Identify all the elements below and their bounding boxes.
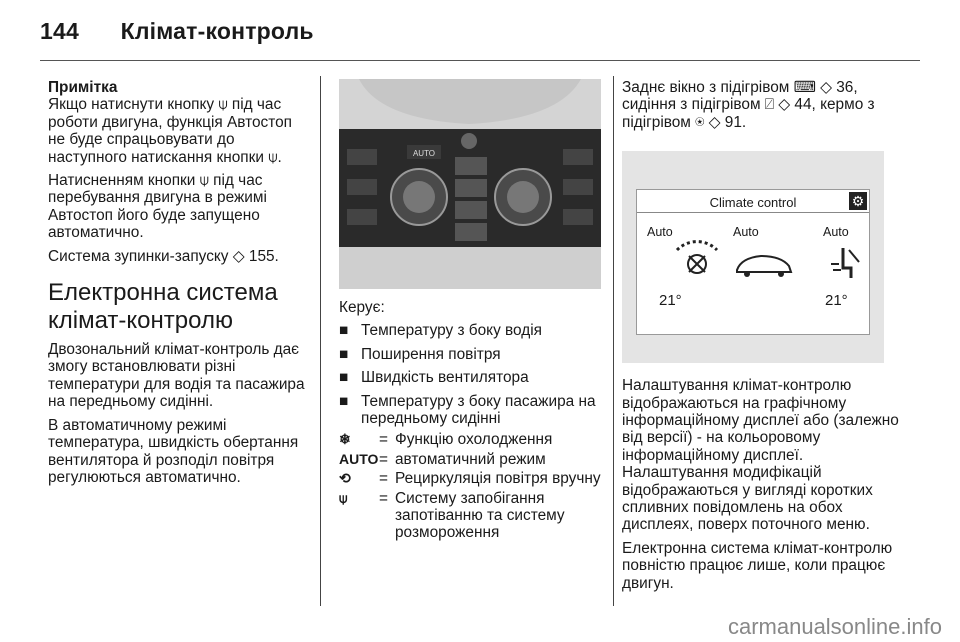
display-paragraph: Налаштування клімат-контролю відображаються на графічному інформаційному дисплеї або (залежно від версії) - на кольоровому інформаційному дисплеї. Налаштування модифікацій відображаються у вигляді коротких спливних повідомлень на обох дисплеях, поверх поточного меню. bbox=[622, 377, 899, 534]
column-middle bbox=[339, 79, 605, 542]
settings-gear-icon: ⚙ bbox=[849, 192, 867, 210]
seat-airflow-icon bbox=[831, 248, 859, 278]
page-title: Клімат-контроль bbox=[120, 18, 314, 44]
intro-paragraph: Двозональний клімат-контроль дає змогу встановлювати різні температури для водія та пасажира на передньому сидінні. bbox=[48, 341, 305, 411]
panel-auto-label: AUTO bbox=[412, 149, 436, 158]
display-label-left: Auto bbox=[647, 225, 673, 240]
list-item: ■ Швидкість вентилятора bbox=[339, 369, 529, 387]
symbol-definitions bbox=[339, 431, 605, 541]
column-divider-1 bbox=[320, 76, 321, 606]
note-title: Примітка bbox=[48, 79, 118, 96]
climate-display-figure bbox=[622, 151, 884, 363]
heated-features-text: Заднє вікно з підігрівом ⌨ ◇ 36, сидіння з підігрівом ⍁ ◇ 44, кермо з підігрівом ⍟ ◇ 91. bbox=[622, 79, 875, 131]
column-divider-2 bbox=[613, 76, 614, 606]
cooling-icon: ❄ bbox=[339, 431, 351, 448]
column-right bbox=[622, 79, 912, 592]
list-item: ■ Температуру з боку пасажира на передньому сидінні bbox=[339, 392, 596, 428]
list-item: ■ Температуру з боку водія bbox=[339, 322, 542, 340]
column-left bbox=[48, 79, 310, 486]
climate-display-screen bbox=[636, 189, 870, 335]
definition-row: ⍦ = Систему запобігання запотіванню та систему розмороження bbox=[339, 489, 565, 542]
note-paragraph-1: Якщо натиснути кнопку ⍦ під час роботи двигуна, функція Автостоп не буде спрацьовувати до наступного натискання кнопки ⍦. bbox=[48, 96, 293, 166]
climate-panel-illustration bbox=[339, 79, 601, 289]
definition-row: ⟲ = Рециркуляція повітря вручну bbox=[339, 470, 601, 488]
controls-intro: Керує: bbox=[339, 299, 385, 316]
header-rule bbox=[40, 60, 920, 61]
definition-row: AUTO = автоматичний режим bbox=[339, 450, 546, 468]
note-box bbox=[48, 79, 310, 242]
display-title: Climate control bbox=[709, 195, 797, 211]
recirculation-icon: ⟲ bbox=[339, 470, 351, 487]
display-label-right: Auto bbox=[823, 225, 849, 240]
page-header bbox=[40, 18, 314, 45]
temp-right: 21° bbox=[825, 292, 848, 310]
climate-panel-photo bbox=[339, 79, 601, 289]
auto-symbol: AUTO bbox=[339, 450, 379, 467]
stop-start-reference: Система зупинки-запуску ◇ 155. bbox=[48, 247, 279, 265]
display-label-mid: Auto bbox=[733, 225, 759, 240]
car-airflow-icon bbox=[737, 256, 791, 277]
engine-paragraph: Електронна система клімат-контролю повністю працює лише, коли працює двигун. bbox=[622, 539, 893, 592]
page-number: 144 bbox=[40, 18, 79, 44]
note-paragraph-2: Натисненням кнопки ⍦ під час перебування двигуна в режимі Автостоп його буде запущено автоматично. bbox=[48, 172, 267, 242]
fan-icon bbox=[677, 242, 717, 273]
list-item: ■ Поширення повітря bbox=[339, 345, 501, 363]
definition-row: ❄ = Функцію охолодження bbox=[339, 431, 553, 449]
auto-mode-paragraph: В автоматичному режимі температура, швидкість обертання вентилятора й розподіл повітря регулюються автоматично. bbox=[48, 416, 299, 486]
defrost-icon: ⍦ bbox=[339, 489, 348, 506]
section-heading: Електронна система клімат-контролю bbox=[48, 279, 278, 335]
display-icons bbox=[637, 240, 869, 290]
temp-left: 21° bbox=[659, 292, 682, 310]
watermark: carmanualsonline.info bbox=[727, 614, 942, 639]
